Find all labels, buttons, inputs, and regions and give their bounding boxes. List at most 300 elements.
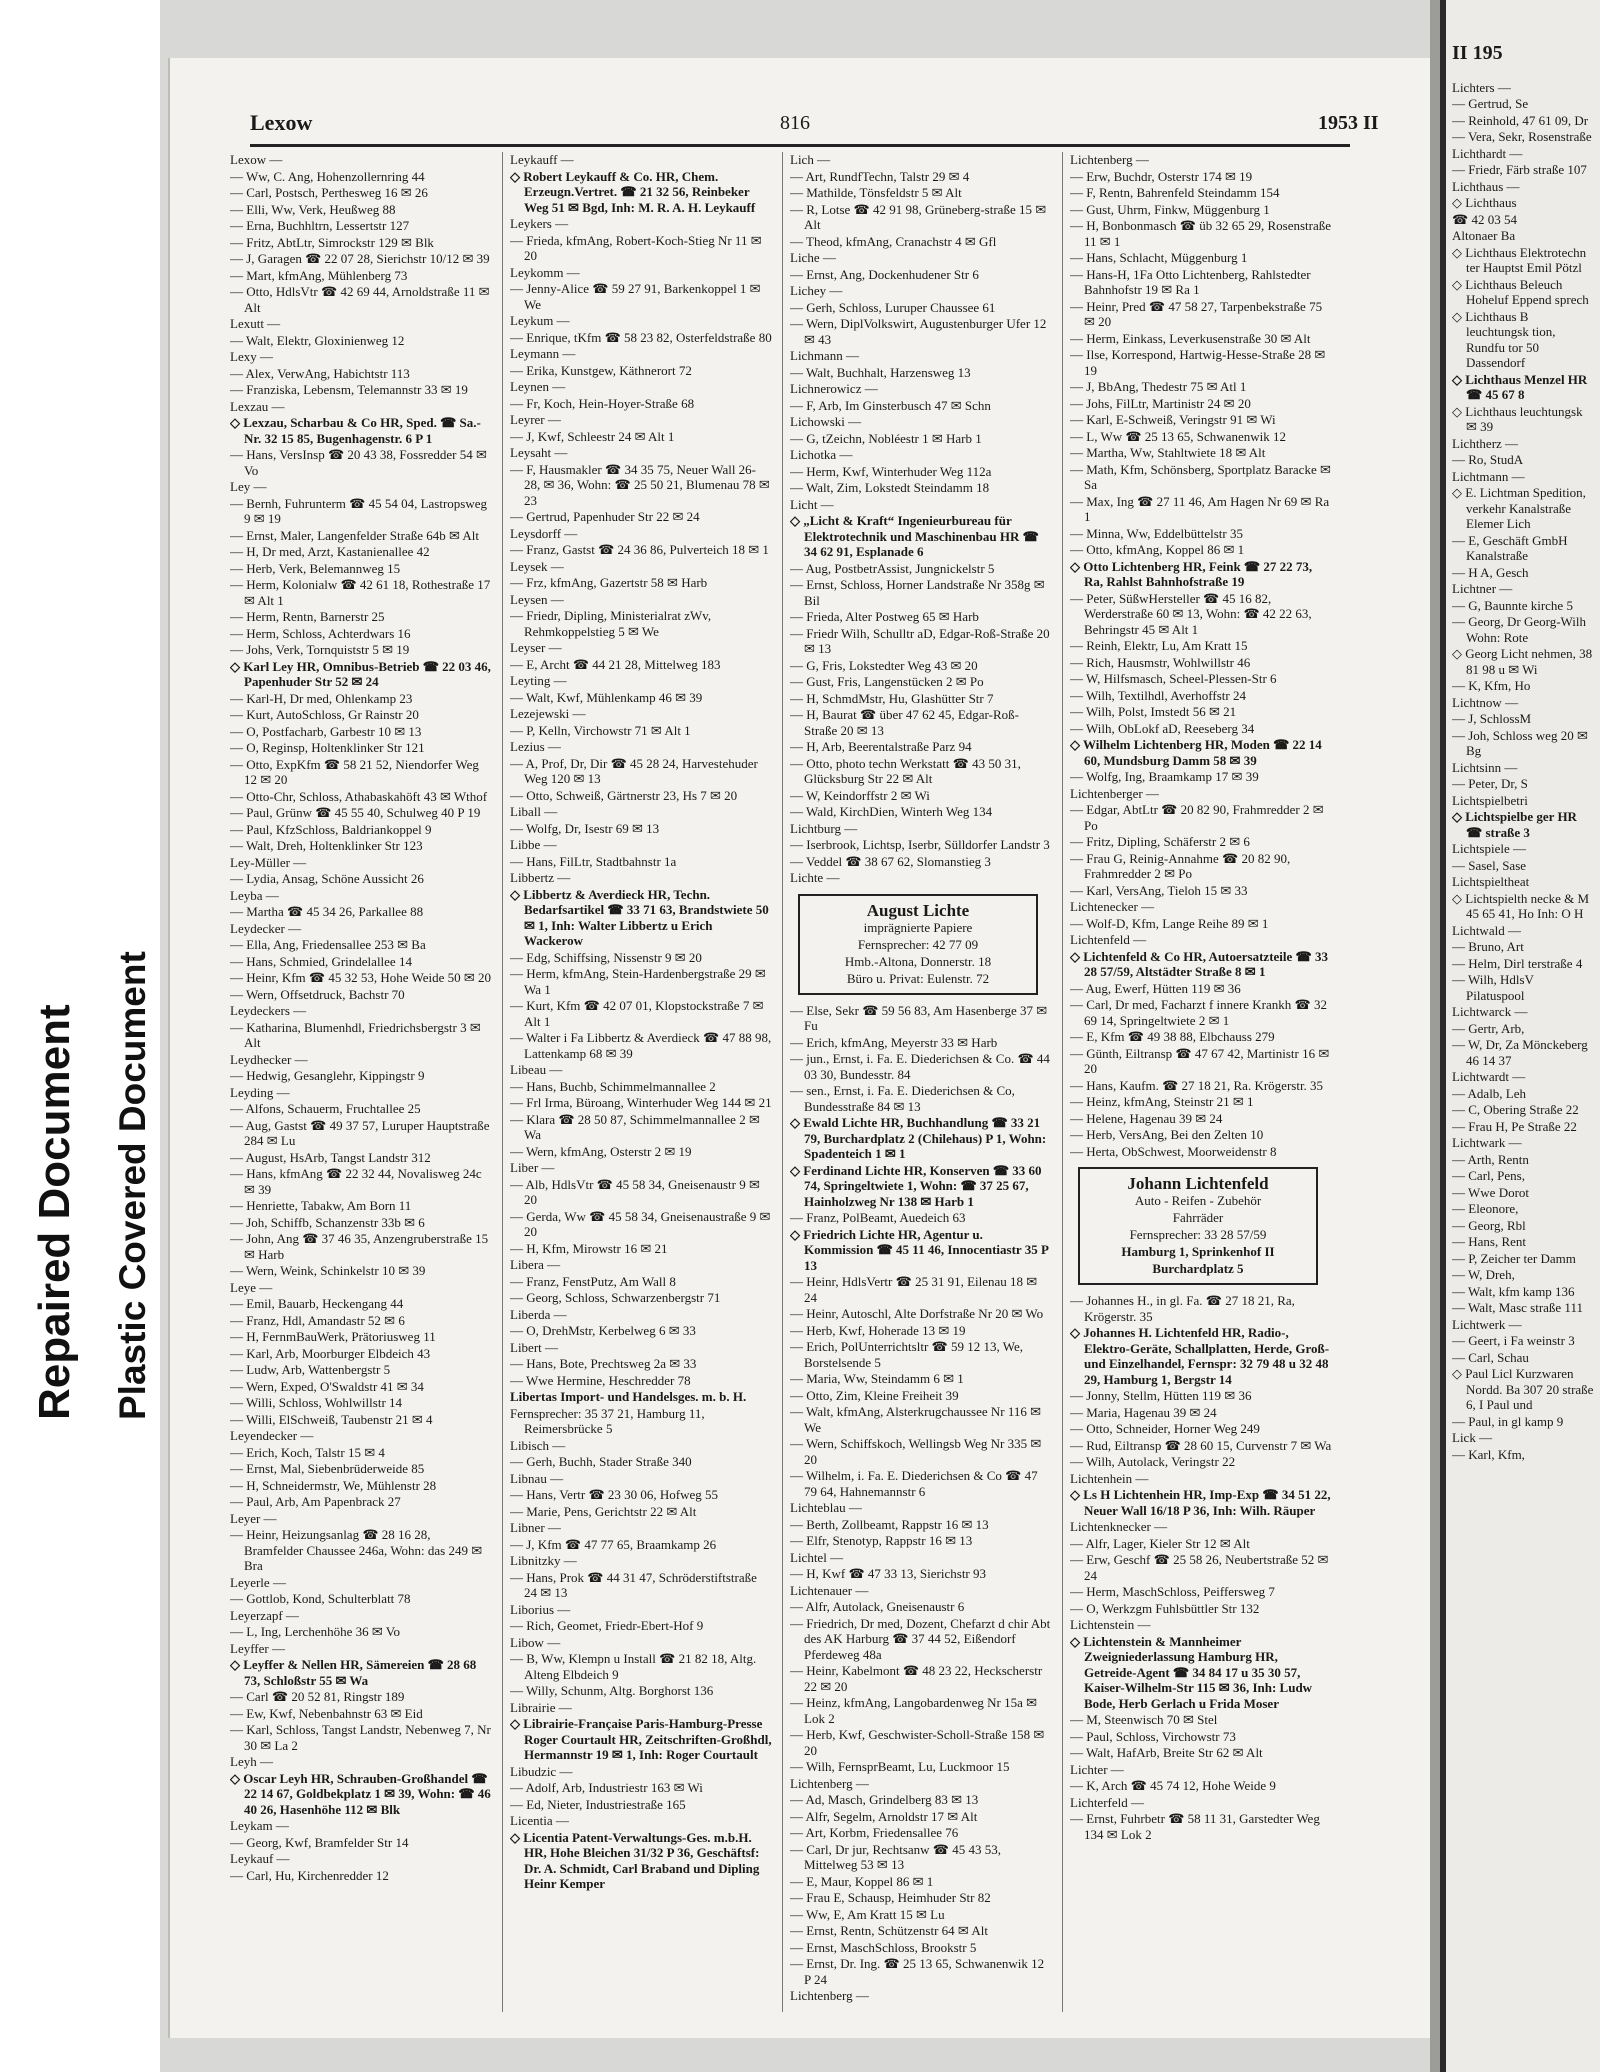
directory-entry: — Wilh, Polst, Imstedt 56 ✉ 21 [1070, 704, 1237, 719]
directory-entry: — Heinz, kfmAng, Langobardenweg Nr 15a ✉ Lok 2 [790, 1695, 1037, 1726]
directory-entry: Leysdorff — [510, 525, 578, 541]
directory-entry: — Herm, kfmAng, Stein-Hardenbergstraße 29 ✉ Wa 1 [510, 966, 766, 997]
directory-entry: Lichtburg — [790, 820, 858, 836]
directory-entry: Lichtenberg — [790, 1988, 869, 2003]
directory-entry: — P, Zeicher ter Damm [1452, 1250, 1576, 1266]
directory-entry: ◇ Libbertz & Averdieck HR, Techn. Bedarfsartikel ☎ 33 71 63, Brandstwiete 50 ✉ 1, Inh: Walter Libbertz u Erich Wackerow [510, 886, 769, 948]
directory-entry: — Carl, Dr med, Facharzt f innere Krankh ☎ 32 69 14, Springeltwiete 2 ✉ 1 [1070, 997, 1327, 1028]
directory-entry: Leyh — [230, 1754, 273, 1769]
directory-entry: — Gottlob, Kond, Schulterblatt 78 [230, 1591, 411, 1606]
directory-entry: — Herm, MaschSchloss, Peiffersweg 7 [1070, 1584, 1275, 1599]
directory-entry: — Friedrich, Dr med, Dozent, Chefarzt d chir Abt des AK Harburg ☎ 37 44 52, Eißendorf Pferdeweg 48a [790, 1615, 1051, 1662]
directory-entry: Leykers — [510, 216, 569, 231]
directory-entry: — Erika, Kunstgew, Käthnerort 72 [510, 362, 692, 378]
directory-entry: — Rud, Eiltransp ☎ 28 60 15, Curvenstr 7 ✉ Wa [1070, 1437, 1332, 1453]
directory-entry: Leykum — [510, 313, 570, 328]
directory-entry: — Karl-H, Dr med, Ohlenkamp 23 [230, 690, 413, 706]
directory-entry: — Alfons, Schauerm, Fruchtallee 25 [230, 1101, 421, 1116]
directory-entry: — H, Bonbonmasch ☎ üb 32 65 29, Rosenstraße 11 ✉ 1 [1070, 218, 1332, 249]
page-number: 816 [780, 112, 810, 134]
directory-entry: ◇ Johannes H. Lichtenfeld HR, Radio-, Elektro-Geräte, Schallplatten, Herde, Groß- und Einzelhandel, Fernspr: 32 79 48 u 32 48 29, Hamburg 1, Bergstr 14 [1070, 1325, 1330, 1387]
directory-entry: Libisch — [510, 1437, 566, 1453]
directory-entry: Lichtenknecker — [1070, 1519, 1168, 1534]
directory-entry: — Hans, FilLtr, Stadtbahnstr 1a [510, 853, 677, 869]
directory-entry: Altonaer Ba [1452, 228, 1516, 243]
directory-entry: — Berth, Zollbeamt, Rappstr 16 ✉ 13 [790, 1516, 989, 1532]
directory-entry: — Willi, ElSchweiß, Taubenstr 21 ✉ 4 [230, 1411, 433, 1427]
directory-entry: — O, Werkzgm Fuhlsbüttler Str 132 [1070, 1600, 1260, 1616]
directory-entry: — Carl, Postsch, Perthesweg 16 ✉ 26 [230, 185, 428, 200]
directory-entry: — Walt, kfmAng, Alsterkrugchaussee Nr 116 ✉ We [790, 1404, 1042, 1435]
ad-subtitle: Auto - Reifen - Zubehör [1134, 1193, 1262, 1208]
directory-entry: — Heinr, Pred ☎ 47 58 27, Tarpenbekstraße 75 ✉ 20 [1070, 298, 1323, 329]
directory-entry: — Gertrud, Se [1452, 96, 1529, 111]
directory-entry: Lich — [790, 152, 831, 167]
directory-entry: — Theod, kfmAng, Cranachstr 4 ✉ Gfl [790, 233, 997, 249]
directory-entry: — Herm, Rentn, Barnerstr 25 [230, 609, 385, 624]
ad-phone: Fernsprecher: 33 28 57/59 [1129, 1227, 1267, 1242]
directory-entry: Lichtenfeld — [1070, 932, 1147, 947]
directory-entry: Libertas Import- und Handelsges. m. b. H. [510, 1389, 747, 1404]
directory-entry: Libbe — [510, 837, 557, 852]
directory-entry: — Herm, Einkass, Leverkusenstraße 30 ✉ Alt [1070, 330, 1311, 346]
directory-entry: Libnau — [510, 1470, 564, 1486]
directory-entry: — Helm, Dirl terstraße 4 [1452, 955, 1583, 971]
directory-entry: Leysaht — [510, 445, 568, 460]
directory-entry: — Johannes H., in gl. Fa. ☎ 27 18 21, Ra, Krögerstr. 35 [1070, 1293, 1295, 1324]
directory-entry: — H, Kwf ☎ 47 33 13, Sierichstr 93 [790, 1566, 987, 1581]
directory-entry: Lichotka — [790, 447, 853, 462]
directory-entry: — A, Prof, Dr, Dir ☎ 45 28 24, Harvestehuder Weg 120 ✉ 13 [510, 755, 758, 786]
directory-entry: — Ernst, Maler, Langenfelder Straße 64b ✉ Alt [230, 527, 479, 543]
directory-entry: — Otto, Schweiß, Gärtnerstr 23, Hs 7 ✉ 20 [510, 787, 738, 803]
directory-entry: Lichtenauer — [790, 1582, 869, 1598]
directory-entry: — P, Kelln, Virchowstr 71 ✉ Alt 1 [510, 722, 691, 738]
directory-entry: — Jonny, Stellm, Hütten 119 ✉ 36 [1070, 1388, 1252, 1403]
directory-entry: Libow — [510, 1634, 561, 1650]
directory-entry: ◇ Lichthaus [1452, 195, 1517, 210]
column-divider [1062, 152, 1063, 2012]
directory-entry: Leyding — [230, 1084, 290, 1100]
directory-entry: Leykauff — [510, 152, 574, 167]
directory-entry: — Franz, FenstPutz, Am Wall 8 [510, 1273, 676, 1289]
directory-entry: — Ernst, Fuhrbetr ☎ 58 11 31, Garstedter Weg 134 ✉ Lok 2 [1070, 1811, 1320, 1842]
directory-entry: — Otto, kfmAng, Koppel 86 ✉ 1 [1070, 542, 1245, 557]
directory-entry: Lichtwark — [1452, 1135, 1522, 1150]
directory-entry: — Gertr, Arb, [1452, 1020, 1525, 1036]
directory-entry: — Alfr, Lager, Kieler Str 12 ✉ Alt [1070, 1535, 1250, 1551]
directory-entry: — Vera, Sekr, Rosenstraße [1452, 129, 1592, 144]
directory-entry: — Emil, Bauarb, Heckengang 44 [230, 1296, 404, 1311]
directory-entry: — Georg, Kwf, Bramfelder Str 14 [230, 1834, 409, 1850]
directory-entry: Leyser — [510, 640, 562, 655]
directory-entry: — Fritz, Dipling, Schäferstr 2 ✉ 6 [1070, 834, 1250, 849]
directory-entry: — W, Dr, Za Mönckeberg 46 14 37 [1452, 1037, 1588, 1068]
directory-entry: — Johs, Verk, Tornquiststr 5 ✉ 19 [230, 642, 410, 657]
directory-entry: Lezius — [510, 739, 561, 754]
directory-entry: — E, Kfm ☎ 49 38 88, Elbchauss 279 [1070, 1029, 1275, 1044]
directory-entry: — Ro, StudA [1452, 452, 1524, 467]
directory-entry: — Art, RundfTechn, Talstr 29 ✉ 4 [790, 168, 970, 184]
directory-entry: — Gust, Uhrm, Finkw, Müggenburg 1 [1070, 201, 1270, 217]
directory-entry: — Geert, i Fa weinstr 3 [1452, 1333, 1575, 1348]
directory-entry: — Wern, Offsetdruck, Bachstr 70 [230, 986, 405, 1002]
left-margin-strip [0, 0, 160, 2072]
directory-entry: Lichmann — [790, 348, 859, 363]
directory-entry: Lichowski — [790, 414, 862, 429]
page-header [250, 98, 1430, 138]
directory-entry: — Gertrud, Papenhuder Str 22 ✉ 24 [510, 509, 700, 524]
directory-entry: — Sasel, Sase [1452, 857, 1527, 873]
directory-entry: — Wilh, Textilhdl, Averhoffstr 24 [1070, 687, 1246, 703]
directory-entry: Leykomm — [510, 264, 580, 280]
directory-entry: Leymann — [510, 346, 576, 361]
directory-entry: — Hans, Prok ☎ 44 31 47, Schröderstiftstraße 24 ✉ 13 [510, 1569, 757, 1600]
directory-entry: Lichtwardt — [1452, 1069, 1526, 1084]
directory-entry: — Hans-H, 1Fa Otto Lichtenberg, Rahlstedter Bahnhofstr 19 ✉ Ra 1 [1070, 266, 1311, 297]
directory-entry: ◇ Lichtspielth necke & M 45 65 41, Ho Inh: O H [1452, 890, 1590, 921]
directory-column-1 [230, 152, 492, 2012]
directory-entry: — Otto-Chr, Schloss, Athabaskahöft 43 ✉ Wthof [230, 788, 488, 804]
advertisement-johann-lichtenfeld [1078, 1167, 1318, 1285]
directory-entry: Lichtel — [790, 1549, 844, 1565]
directory-entry: — E, Archt ☎ 44 21 28, Mittelweg 183 [510, 656, 721, 672]
directory-entry: — Bruno, Art [1452, 939, 1524, 954]
directory-entry: — Erw, Geschf ☎ 25 58 26, Neubertstraße 52 ✉ 24 [1070, 1552, 1329, 1583]
directory-entry: — Frau E, Schausp, Heimhuder Str 82 [790, 1890, 991, 1905]
directory-entry: — Elli, Ww, Verk, Heußweg 88 [230, 201, 396, 217]
directory-entry: ◇ Lichtenstein & Mannheimer Zweigniederlassung Hamburg HR, Getreide-Agent ☎ 34 84 17 u 35 30 57, Kaiser-Wilhelm-Str 115 ✉ 36, Inh: Ludw Bode, Herb Gerlach u Frida Moser [1070, 1633, 1313, 1711]
directory-entry: — Wald, KirchDien, Winterh Weg 134 [790, 804, 993, 819]
directory-entry: Leykauf — [230, 1851, 290, 1866]
directory-entry: — Fr, Koch, Hein-Hoyer-Straße 68 [510, 395, 695, 411]
directory-entry: — Paul, Arb, Am Papenbrack 27 [230, 1494, 401, 1509]
directory-entry: ◇ Lichthaus Beleuch Hoheluf Eppend sprech [1452, 276, 1589, 307]
directory-entry: — W, Hilfsmasch, Scheel-Plessen-Str 6 [1070, 671, 1277, 686]
directory-entry: — Franz, Gastst ☎ 24 36 86, Pulverteich 18 ✉ 1 [510, 542, 769, 557]
directory-entry: — Enrique, tKfm ☎ 58 23 82, Osterfeldstraße 80 [510, 329, 772, 345]
directory-entry: — Herb, VersAng, Bei den Zelten 10 [1070, 1127, 1264, 1142]
directory-entry: — Heinr, Kfm ☎ 45 32 53, Hohe Weide 50 ✉ 20 [230, 970, 492, 985]
directory-entry: Lichtner — [1452, 581, 1513, 596]
directory-entry: — Reinhold, 47 61 09, Dr [1452, 112, 1589, 128]
directory-entry: — Frl Irma, Büroang, Winterhuder Weg 144 ✉ 21 [510, 1095, 772, 1110]
directory-entry: Lichthaus — [1452, 178, 1520, 194]
directory-entry: — Carl, Hu, Kirchenredder 12 [230, 1867, 389, 1883]
directory-entry: Lexutt — [230, 316, 281, 331]
directory-entry: ◇ Lichtenfeld & Co HR, Autoersatzteile ☎ 33 28 57/59, Altstädter Straße 8 ✉ 1 [1070, 948, 1328, 979]
directory-entry: — Hans, Schmied, Grindelallee 14 [230, 953, 412, 969]
directory-entry: Libbertz — [510, 870, 571, 885]
directory-entry: — Heinr, Autoschl, Alte Dorfstraße Nr 20 ✉ Wo [790, 1306, 1044, 1321]
directory-entry: — Herb, Kwf, Geschwister-Scholl-Straße 158 ✉ 20 [790, 1727, 1045, 1758]
directory-entry: — H, FernmBauWerk, Prätoriusweg 11 [230, 1329, 436, 1344]
directory-entry: — Hans, Rent [1452, 1234, 1527, 1249]
directory-entry: — Carl, Dr jur, Rechtsanw ☎ 45 43 53, Mittelweg 53 ✉ 13 [790, 1841, 1002, 1872]
directory-entry: — Katharina, Blumenhdl, Friedrichsbergstr 3 ✉ Alt [230, 1019, 481, 1050]
directory-entry: — Alb, HdlsVtr ☎ 45 58 34, Gneisenaustr 9 ✉ 20 [510, 1176, 760, 1207]
ad-address-2: Burchardplatz 5 [1152, 1261, 1244, 1276]
directory-entry: — Ilse, Korrespond, Hartwig-Hesse-Straße 28 ✉ 19 [1070, 347, 1326, 378]
directory-entry: — Wolfg, Ing, Braamkamp 17 ✉ 39 [1070, 769, 1259, 784]
directory-entry: — Friedr, Dipling, Ministerialrat zWv, Rehmkoppelstieg 5 ✉ We [510, 608, 712, 639]
directory-entry: — Wilh, Autolack, Veringstr 22 [1070, 1454, 1236, 1469]
directory-entry: — J, Kfm ☎ 47 77 65, Braamkamp 26 [510, 1536, 717, 1552]
directory-entry: — Frau H, Pe Straße 22 [1452, 1118, 1577, 1134]
directory-entry: Lichtwerk — [1452, 1316, 1522, 1332]
directory-entry: Leyrer — [510, 412, 561, 427]
directory-entry: — G, Fris, Lokstedter Weg 43 ✉ 20 [790, 657, 978, 673]
directory-entry: ◇ E. Lichtman Spedition, verkehr Kanalstraße Elemer Lich [1452, 485, 1586, 531]
directory-column-2 [510, 152, 772, 2012]
directory-entry: — Else, Sekr ☎ 59 56 83, Am Hasenberge 37 ✉ Fu [790, 1002, 1048, 1033]
directory-entry: — Ernst, Rentn, Schützenstr 64 ✉ Alt [790, 1923, 988, 1938]
directory-entry: — Heinr, Heizungsanlag ☎ 28 16 28, Bramfelder Chaussee 246a, Wohn: das 249 ✉ Bra [230, 1527, 483, 1573]
directory-entry: — Paul, Grünw ☎ 45 55 40, Schulweg 40 P 19 [230, 805, 481, 820]
directory-entry: Ley — [230, 479, 267, 494]
directory-entry: — F, Hausmakler ☎ 34 35 75, Neuer Wall 26-28, ✉ 36, Wohn: ☎ 25 50 21, Blumenau 78 ✉ 23 [510, 461, 770, 508]
directory-entry: — Gerh, Buchh, Stader Straße 340 [510, 1454, 692, 1469]
directory-entry: — Ernst, Schloss, Horner Landstraße Nr 358g ✉ Bil [790, 577, 1045, 608]
directory-entry: — H, Dr med, Arzt, Kastanienallee 42 [230, 544, 430, 559]
directory-entry: Leykam — [230, 1818, 289, 1833]
directory-entry: — J, Garagen ☎ 22 07 28, Sierichstr 10/12 ✉ 39 [230, 251, 490, 266]
directory-entry: — Math, Kfm, Schönsberg, Sportplatz Baracke ✉ Sa [1070, 461, 1331, 492]
directory-entry: — Wilh, ObLokf aD, Reeseberg 34 [1070, 720, 1255, 736]
directory-entry: Lexy — [230, 349, 273, 364]
directory-entry: Libeau — [510, 1062, 563, 1077]
directory-entry: — Otto, Schneider, Horner Weg 249 [1070, 1421, 1260, 1436]
directory-entry: Lichtmann — [1452, 468, 1525, 484]
directory-entry: Lichnerowicz — [790, 381, 878, 396]
directory-entry: — Herta, ObSchwest, Moorweidenstr 8 [1070, 1143, 1277, 1159]
directory-entry: ◇ Licentia Patent-Verwaltungs-Ges. m.b.H. HR, Hohe Bleichen 31/32 P 36, Geschäftsf: Dr. A. Schmidt, Carl Braband und Dipling Heinr Kemper [510, 1829, 760, 1891]
directory-entry: ◇ Oscar Leyh HR, Schrauben-Großhandel ☎ 22 14 67, Goldbekplatz 1 ✉ 39, Wohn: ☎ 46 40 26, Hasenhöhe 112 ✉ Blk [230, 1770, 491, 1817]
directory-entry: — Frz, kfmAng, Gazertstr 58 ✉ Harb [510, 575, 708, 590]
directory-entry: — O, Reginsp, Holtenklinker Str 121 [230, 740, 425, 755]
directory-entry: Lichtenhein — [1070, 1470, 1149, 1486]
directory-entry: — Heinr, Kabelmont ☎ 48 23 22, Heckscherstr 22 ✉ 20 [790, 1663, 1043, 1694]
directory-entry: — Martha, Ww, Stahltwiete 18 ✉ Alt [1070, 445, 1266, 460]
directory-entry: — Joh, Schloss weg 20 ✉ Bg [1452, 727, 1588, 758]
directory-entry: — Gust, Fris, Langenstücken 2 ✉ Po [790, 674, 984, 689]
ad-subtitle: imprägnierte Papiere [863, 919, 973, 935]
directory-entry: — sen., Ernst, i. Fa. E. Diederichsen & Co, Bundesstraße 84 ✉ 13 [790, 1083, 1015, 1114]
directory-entry: — Hedwig, Gesanglehr, Kippingstr 9 [230, 1068, 425, 1083]
directory-entry: Lichtenberg — [790, 1775, 869, 1791]
directory-entry: — Elfr, Stenotyp, Rappstr 16 ✉ 13 [790, 1533, 973, 1548]
directory-entry: ◇ Lichthaus B leuchtungsk tion, Rundfu tor 50 Dassendorf [1452, 308, 1556, 370]
directory-entry: — Edg, Schiffsing, Nissenstr 9 ✉ 20 [510, 949, 702, 965]
directory-entry: — H, Baurat ☎ über 47 62 45, Edgar-Roß-Straße 20 ✉ 13 [790, 707, 1019, 738]
directory-entry: ◇ Wilhelm Lichtenberg HR, Moden ☎ 22 14 60, Mundsburg Damm 58 ✉ 39 [1070, 737, 1322, 768]
directory-entry: Lichte — [790, 870, 840, 885]
directory-entry: — Karl, Schloss, Tangst Landstr, Nebenweg 7, Nr 30 ✉ La 2 [230, 1722, 491, 1753]
directory-entry: — Hans, Vertr ☎ 23 30 06, Hofweg 55 [510, 1487, 719, 1502]
directory-entry: — Mathilde, Tönsfeldstr 5 ✉ Alt [790, 185, 962, 200]
directory-entry: — Edgar, AbtLtr ☎ 20 82 90, Frahmredder 2 ✉ Po [1070, 802, 1324, 833]
directory-entry: Lichterfeld — [1070, 1794, 1144, 1810]
directory-entry: Leydeckers — [230, 1003, 307, 1018]
directory-entry: — Bernh, Fuhrunterm ☎ 45 54 04, Lastropsweg 9 ✉ 19 [230, 495, 488, 526]
directory-entry: — Paul, KfzSchloss, Baldriankoppel 9 [230, 821, 432, 837]
directory-entry: — W, Dreh, [1452, 1267, 1515, 1282]
directory-entry: Licht — [790, 496, 834, 512]
directory-entry: Libnitzky — [510, 1553, 577, 1568]
directory-entry: — Art, Korbm, Friedensallee 76 [790, 1825, 959, 1840]
directory-entry: — O, DrehMstr, Kerbelweg 6 ✉ 33 [510, 1323, 696, 1338]
directory-entry: ◇ „Licht & Kraft“ Ingenieurbureau für Elektrotechnik und Maschinenbau HR ☎ 34 62 91, Esplanade 6 [790, 513, 1039, 559]
directory-entry: — Karl, VersAng, Tieloh 15 ✉ 33 [1070, 882, 1248, 898]
directory-entry: — K, Kfm, Ho [1452, 678, 1531, 693]
directory-entry: ◇ Ferdinand Lichte HR, Konserven ☎ 33 60 74, Springeltwiete 1, Wohn: ☎ 37 25 67, Hainholzweg Nr 138 ✉ Harb 1 [790, 1162, 1042, 1209]
directory-entry: Leye — [230, 1279, 273, 1295]
directory-entry: — Ernst, Ang, Dockenhudener Str 6 [790, 266, 979, 282]
directory-entry: — Klara ☎ 28 50 87, Schimmelmannallee 2 ✉ Wa [510, 1111, 760, 1142]
directory-entry: — Walt, kfm kamp 136 [1452, 1283, 1575, 1299]
directory-entry: — B, Ww, Klempn u Install ☎ 21 82 18, Altg. Alteng Elbdeich 9 [510, 1651, 757, 1682]
directory-entry: Lichey — [790, 283, 843, 298]
directory-entry: — Wern, Schiffskoch, Wellingsb Weg Nr 335 ✉ 20 [790, 1436, 1042, 1467]
header-year: 1953 II [1318, 112, 1379, 134]
directory-entry: — Peter, Dr, S [1452, 776, 1528, 791]
directory-entry: Leyting — [510, 673, 567, 688]
ad-name: Johann Lichtenfeld [1127, 1174, 1269, 1193]
directory-entry: Lichtsinn — [1452, 759, 1518, 775]
directory-entry: — Wilh, HdlsV Pilatuspool [1452, 972, 1534, 1003]
directory-entry: Leyba — [230, 887, 279, 903]
header-keyword: Lexow [250, 110, 313, 135]
directory-entry: — Maria, Ww, Steindamm 6 ✉ 1 [790, 1371, 964, 1386]
directory-entry: Lexzau — [230, 398, 285, 414]
directory-entry: Lichtwarck — [1452, 1004, 1528, 1019]
directory-entry: — Carl, Schau [1452, 1349, 1529, 1365]
directory-entry: Lichtspieltheat [1452, 874, 1530, 889]
directory-entry: — Walt, Elektr, Gloxinienweg 12 [230, 332, 405, 348]
directory-entry: — H, Kfm, Mirowstr 16 ✉ 21 [510, 1240, 668, 1256]
directory-entry: — Jenny-Alice ☎ 59 27 91, Barkenkoppel 1 ✉ We [510, 281, 761, 312]
directory-entry: — Paul, Schloss, Virchowstr 73 [1070, 1728, 1236, 1744]
directory-entry: — Otto, ExpKfm ☎ 58 21 52, Niendorfer Weg 12 ✉ 20 [230, 756, 479, 787]
directory-entry: — Alfr, Autolack, Gneisenaustr 6 [790, 1599, 965, 1614]
adjacent-page-lines [1452, 80, 1594, 1463]
directory-entry: — Wern, Weink, Schinkelstr 10 ✉ 39 [230, 1263, 426, 1278]
directory-entry: Lichtwald — [1452, 922, 1521, 938]
directory-entry: — Marie, Pens, Gerichtstr 22 ✉ Alt [510, 1503, 697, 1519]
directory-entry: — Erw, Buchdr, Osterstr 174 ✉ 19 [1070, 168, 1253, 184]
ad-address: Hamburg 1, Sprinkenhof II [1121, 1244, 1275, 1259]
directory-entry: — Fritz, AbtLtr, Simrockstr 129 ✉ Blk [230, 234, 434, 250]
directory-entry: ◇ Lichthaus Elektrotechn ter Hauptst Emil Pötzl [1452, 244, 1587, 275]
directory-entry: — Willy, Schunm, Altg. Borghorst 136 [510, 1683, 714, 1698]
advertisement-august-lichte [798, 894, 1038, 995]
directory-entry: — Frieda, Alter Postweg 65 ✉ Harb [790, 609, 979, 624]
directory-entry: — Kurt, AutoSchloss, Gr Rainstr 20 [230, 707, 419, 722]
directory-entry: Licentia — [510, 1813, 569, 1828]
directory-entry: — Wwe Hermine, Heschredder 78 [510, 1372, 691, 1388]
directory-entry: — Wolfg, Dr, Isestr 69 ✉ 13 [510, 820, 660, 836]
directory-entry: Lichthardt — [1452, 145, 1523, 161]
directory-entry: Libert — [510, 1339, 559, 1355]
directory-entry: — Joh, Schiffb, Schanzenstr 33b ✉ 6 [230, 1214, 425, 1230]
directory-entry: Lick — [1452, 1430, 1493, 1445]
directory-entry: Fernsprecher: 35 37 21, Hamburg 11, Reimersbrücke 5 [510, 1405, 705, 1436]
directory-entry: — J, Kwf, Schleestr 24 ✉ Alt 1 [510, 428, 675, 444]
directory-entry: — Aug, PostbetrAssist, Jungnickelstr 5 [790, 560, 995, 576]
directory-entry: — Friedr, Färb straße 107 [1452, 162, 1587, 177]
directory-entry: — Herm, Kwf, Winterhuder Weg 112a [790, 463, 992, 479]
directory-entry: — Carl, Pens, [1452, 1168, 1525, 1183]
directory-entry: — Iserbrook, Lichtsp, Iserbr, Sülldorfer Landstr 3 [790, 837, 1050, 852]
directory-entry: — Wolf-D, Kfm, Lange Reihe 89 ✉ 1 [1070, 915, 1269, 931]
directory-entry: — Walt, Zim, Lokstedt Steindamm 18 [790, 480, 990, 495]
directory-entry: — Hans, Bote, Prechtsweg 2a ✉ 33 [510, 1356, 697, 1371]
directory-entry: Librairie — [510, 1699, 572, 1715]
directory-entry: — Helene, Hagenau 39 ✉ 24 [1070, 1110, 1223, 1126]
ad-subtitle-2: Fahrräder [1172, 1210, 1224, 1225]
directory-entry: Leysek — [510, 558, 564, 574]
directory-entry: — Carl ☎ 20 52 81, Ringstr 189 [230, 1689, 405, 1704]
directory-entry: — Heinz, kfmAng, Steinstr 21 ✉ 1 [1070, 1094, 1254, 1109]
directory-entry: ☎ 42 03 54 [1452, 211, 1517, 227]
directory-entry: Libner — [510, 1520, 561, 1535]
directory-entry: — Herm, Schloss, Achterdwars 16 [230, 625, 411, 641]
directory-entry: — Johs, FilLtr, Martinistr 24 ✉ 20 [1070, 395, 1251, 411]
directory-entry: Lichter — [1070, 1761, 1124, 1777]
directory-entry: — Herb, Verk, Belemannweg 15 [230, 560, 401, 576]
directory-entry: — J, SchlossM [1452, 711, 1532, 726]
directory-entry: — Gerda, Ww ☎ 45 58 34, Gneisenaustraße 9 ✉ 20 [510, 1208, 771, 1239]
directory-entry: — Ernst, Dr. Ing. ☎ 25 13 65, Schwanenwik 12 P 24 [790, 1956, 1045, 1987]
directory-entry: — Martha ☎ 45 34 26, Parkallee 88 [230, 904, 424, 919]
directory-entry: ◇ Friedrich Lichte HR, Agentur u. Kommission ☎ 45 11 46, Innocentiastr 35 P 13 [790, 1226, 1049, 1273]
directory-entry: — Peter, SüßwHersteller ☎ 45 16 82, Werderstraße 60 ✉ 13, Wohn: ☎ 42 22 63, Behringstr 45 ✉ Alt 1 [1070, 590, 1312, 637]
directory-entry: — Herb, Kwf, Hoherade 13 ✉ 19 [790, 1322, 966, 1338]
directory-entry: — Henriette, Tabakw, Am Born 11 [230, 1198, 412, 1213]
directory-entry: Lichtenecker — [1070, 899, 1155, 914]
directory-entry: — Willi, Schloss, Wohlwillstr 14 [230, 1395, 403, 1410]
directory-entry: — F, Arb, Im Ginsterbusch 47 ✉ Schn [790, 397, 991, 413]
directory-entry: — Adolf, Arb, Industriestr 163 ✉ Wi [510, 1780, 703, 1795]
directory-entry: — E, Maur, Koppel 86 ✉ 1 [790, 1873, 934, 1889]
directory-entry: ◇ Ewald Lichte HR, Buchhandlung ☎ 33 21 79, Burchardplatz 2 (Chilehaus) P 1, Wohn: Spadenteich 1 ✉ 1 [790, 1115, 1047, 1161]
directory-entry: — Max, Ing ☎ 27 11 46, Am Hagen Nr 69 ✉ Ra 1 [1070, 493, 1330, 524]
directory-entry: — M, Steenwisch 70 ✉ Stel [1070, 1712, 1218, 1727]
directory-entry: — G, tZeichn, Nobléestr 1 ✉ Harb 1 [790, 430, 982, 446]
directory-entry: — H, Arb, Beerentalstraße Parz 94 [790, 739, 972, 754]
directory-entry: — L, Ww ☎ 25 13 65, Schwanenwik 12 [1070, 428, 1286, 444]
directory-entry: ◇ Paul Licl Kurzwaren Nordd. Ba 307 20 straße 6, I Paul und [1452, 1366, 1594, 1412]
repaired-document-stamp: Repaired Document [30, 1004, 79, 1420]
directory-entry: — G, Baunnte kirche 5 [1452, 597, 1573, 613]
directory-entry: — Friedr Wilh, Schulltr aD, Edgar-Roß-Straße 20 ✉ 13 [790, 625, 1050, 656]
directory-entry: — Walt, Buchhalt, Harzensweg 13 [790, 364, 971, 380]
directory-entry: — Erich, kfmAng, Meyerstr 33 ✉ Harb [790, 1034, 998, 1050]
directory-entry: — Alex, VerwAng, Habichtstr 113 [230, 365, 410, 381]
directory-entry: — Wern, Exped, O'Swaldstr 41 ✉ 34 [230, 1378, 424, 1394]
directory-entry: — Ww, C. Ang, Hohenzollernring 44 [230, 168, 425, 184]
column-divider [502, 152, 503, 2012]
directory-entry: — Ernst, Mal, Siebenbrüderweide 85 [230, 1461, 425, 1476]
directory-entry: — Heinr, HdlsVertr ☎ 25 31 91, Eilenau 18 ✉ 24 [790, 1274, 1038, 1305]
directory-entry: — Alfr, Segelm, Arnoldstr 17 ✉ Alt [790, 1808, 978, 1824]
directory-entry: Leyer — [230, 1510, 277, 1526]
directory-entry: ◇ Lichtspielbe ger HR ☎ straße 3 [1452, 809, 1577, 840]
directory-entry: — Hans, Buchb, Schimmelmannallee 2 [510, 1078, 716, 1094]
directory-entry: — Otto, photo techn Werkstatt ☎ 43 50 31, Glücksburg Str 22 ✉ Alt [790, 755, 1021, 786]
directory-entry: — Adalb, Leh [1452, 1085, 1527, 1101]
directory-entry: Lichtnow — [1452, 694, 1519, 710]
